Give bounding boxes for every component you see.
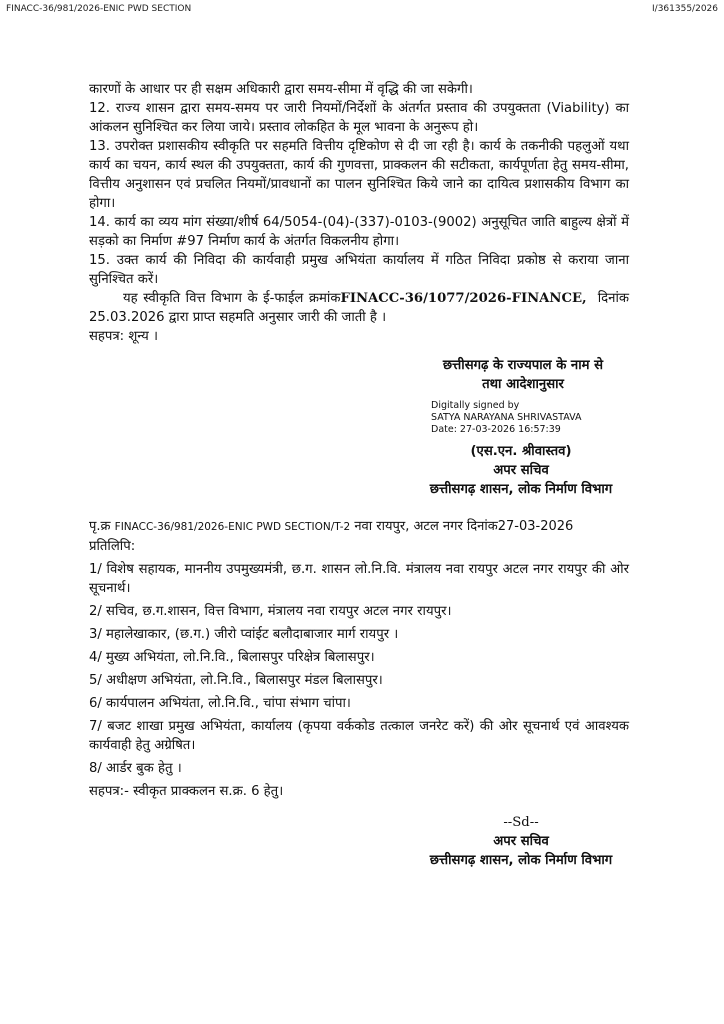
signatory-name: (एस.एन. श्रीवास्तव) bbox=[470, 444, 572, 459]
copy-item-7: 7/ बजट शाखा प्रमुख अभियंता, कार्यालय (कृपया वर्ककोड तत्काल जनरेट करें) की ओर सूचनार्थ एवं आवश्यक कार्यवाही हेतु अग्रेषित। bbox=[89, 719, 629, 753]
signatory-details bbox=[407, 442, 635, 499]
approval-date-label: दिनांक bbox=[597, 291, 629, 306]
header-document-id: I/361355/2026 bbox=[652, 4, 718, 14]
signature-authority bbox=[413, 356, 633, 394]
authority-line-1: छत्तीसगढ़ के राज्यपाल के नाम से bbox=[442, 358, 604, 373]
paragraph-15: 15. उक्त कार्य की निविदा की कार्यवाही प्रमुख अभियंता कार्यालय में गठित निविदा प्रकोष्ठ से कराया जाना सुनिश्चित करें। bbox=[89, 253, 629, 287]
closing-signature bbox=[407, 813, 635, 870]
digital-signature-name: SATYA NARAYANA SHRIVASTAVA bbox=[431, 412, 582, 423]
digital-signature-label: Digitally signed by bbox=[431, 400, 520, 411]
closing-department: छत्तीसगढ़ शासन, लोक निर्माण विभाग bbox=[429, 853, 613, 868]
header-file-code: FINACC-36/981/2026-ENIC PWD SECTION bbox=[6, 4, 192, 14]
approval-suffix: 25.03.2026 द्वारा प्राप्त सहमति अनुसार जारी की जाती है । bbox=[89, 310, 387, 325]
copy-item-5: 5/ अधीक्षण अभियंता, लो.नि.वि., बिलासपुर मंडल बिलासपुर। bbox=[89, 673, 383, 688]
paragraph-12: 12. राज्य शासन द्वारा समय-समय पर जारी नियमों/निर्देशों के अंतर्गत प्रस्ताव की उपयुक्तता (Viability) का आंकलन सुनिश्चित कर लिया जाये। प्रस्ताव लोकहित के मूल भावना के अनुरूप हो। bbox=[89, 101, 629, 135]
signatory-department: छत्तीसगढ़ शासन, लोक निर्माण विभाग bbox=[429, 482, 613, 497]
approval-file-number: FINACC-36/1077/2026-FINANCE, bbox=[340, 291, 587, 306]
copy-item-8: 8/ आर्डर बुक हेतु । bbox=[89, 761, 182, 776]
signatory-designation: अपर सचिव bbox=[493, 463, 549, 478]
paragraph-13: 13. उपरोक्त प्रशासकीय स्वीकृति पर सहमति वित्तीय दृष्टिकोण से दी जा रही है। कार्य के तकनीकी पहलुओं यथा कार्य का चयन, कार्य स्थल की उपयुक्तता, कार्य की गुणवत्ता, प्राक्कलन की सटीकता, कार्यपूर्णता हेतु समय-सीमा, वित्तीय अनुशासन एवं प्रचलित नियमों/प्रावधानों का पालन सुनिश्चित किये जाने का दायित्व प्रशासकीय विभाग का होगा। bbox=[89, 139, 629, 211]
enclosure-estimate: सहपत्र:- स्वीकृत प्राक्कलन स.क्र. 6 हेतु। bbox=[89, 784, 284, 799]
copy-heading: प्रतिलिपि: bbox=[89, 539, 136, 554]
letter-body bbox=[89, 80, 629, 870]
copy-item-4: 4/ मुख्य अभियंता, लो.नि.वि., बिलासपुर परिक्षेत्र बिलासपुर। bbox=[89, 650, 375, 665]
digital-signature-date: Date: 27-03-2026 16:57:39 bbox=[431, 424, 561, 435]
copy-item-3: 3/ महालेखाकार, (छ.ग.) जीरो प्वांईट बलौदाबाजार मार्ग रायपुर । bbox=[89, 627, 399, 642]
reference-line bbox=[89, 517, 629, 537]
reference-prefix: पृ.क्र bbox=[89, 519, 111, 534]
approval-statement bbox=[89, 289, 629, 327]
authority-line-2: तथा आदेशानुसार bbox=[482, 377, 564, 392]
enclosure-none: सहपत्र: शून्य । bbox=[89, 329, 159, 344]
paragraph-14: 14. कार्य का व्यय मांग संख्या/शीर्ष 64/5054-(04)-(337)-0103-(9002) अनुसूचित जाति बाहुल्य क्षेत्रों में सड़को का निर्माण #97 निर्माण कार्य के अंतर्गत विकलनीय होगा। bbox=[89, 215, 629, 249]
closing-designation: अपर सचिव bbox=[493, 834, 549, 849]
approval-prefix: यह स्वीकृति वित्त विभाग के ई-फाईल क्रमांक bbox=[123, 291, 341, 306]
signed-mark: --Sd-- bbox=[503, 815, 539, 830]
copy-item-6: 6/ कार्यपालन अभियंता, लो.नि.वि., चांपा संभाग चांपा। bbox=[89, 696, 351, 711]
intro-line: कारणों के आधार पर ही सक्षम अधिकारी द्वारा समय-सीमा में वृद्धि की जा सकेगी। bbox=[89, 82, 473, 97]
reference-place-date: नवा रायपुर, अटल नगर दिनांक27-03-2026 bbox=[354, 519, 574, 534]
copy-item-2: 2/ सचिव, छ.ग.शासन, वित्त विभाग, मंत्रालय नवा रायपुर अटल नगर रायपुर। bbox=[89, 604, 452, 619]
reference-code: FINACC-36/981/2026-ENIC PWD SECTION/T-2 bbox=[114, 521, 351, 533]
copy-item-1: 1/ विशेष सहायक, माननीय उपमुख्यमंत्री, छ.ग. शासन लो.नि.वि. मंत्रालय नवा रायपुर अटल नगर रायपुर की ओर सूचनार्थ। bbox=[89, 562, 629, 596]
digital-signature bbox=[431, 400, 629, 436]
